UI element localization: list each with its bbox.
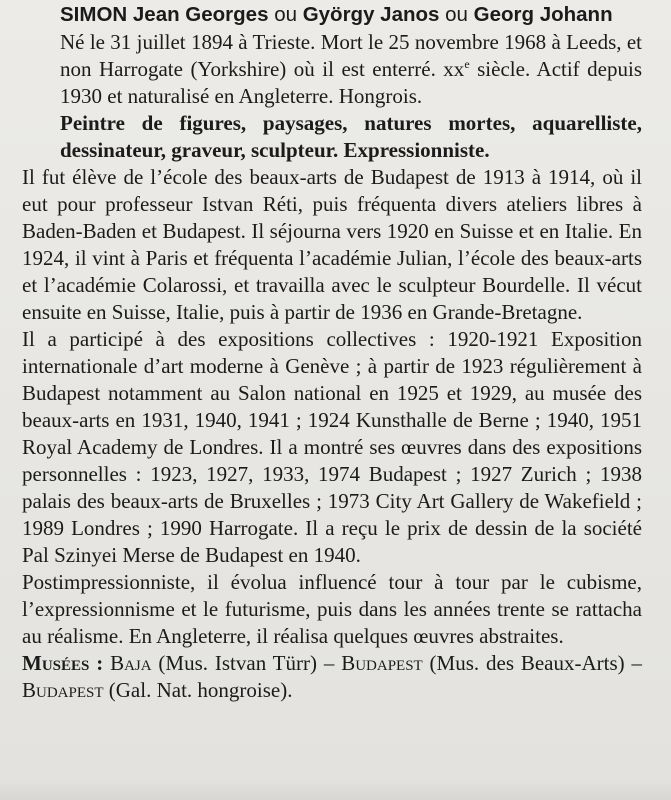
museum-detail: (Gal. Nat. hongroise). <box>103 678 293 702</box>
artist-name-alt: Georg Johann <box>473 3 613 26</box>
or-word: ou <box>274 3 297 26</box>
artist-name: SIMON Jean Georges <box>60 3 269 26</box>
bio-text-after: siècle. Actif depuis 1930 et naturalisé en Angleterre. Hongrois. <box>60 57 642 108</box>
museum-city: Budapest <box>341 651 423 675</box>
museum-detail: (Mus. des Beaux-Arts) – <box>422 651 642 675</box>
museums-label: Musées : <box>22 651 104 675</box>
dictionary-entry <box>22 2 642 704</box>
century-superscript: e <box>464 57 470 71</box>
or-word: ou <box>445 3 468 26</box>
bio-line <box>60 29 642 110</box>
artist-name-alt: György Janos <box>302 3 440 26</box>
museum-city: Baja <box>110 651 152 675</box>
bio-text: Né le 31 juillet 1894 à Trieste. Mort le 25 novembre 1968 à Leeds, et non Harrogate (Yorkshire) où il est enterré. xx <box>60 30 642 81</box>
entry-heading <box>60 2 642 27</box>
biography-paragraph: Il fut élève de l’école des beaux-arts de Budapest de 1913 à 1914, où il eut pour professeur Istvan Réti, puis fréquenta divers ateliers libres à Baden-Baden et Budapest. Il séjourna vers 1920 en Suisse et en Italie. En 1924, il vint à Paris et fréquenta l’académie Julian, l’école des beaux-arts et l’académie Colarossi, et travailla avec le sculpteur Bourdelle. Il vécut ensuite en Suisse, Italie, puis à partir de 1936 en Grande-Bretagne. <box>22 165 642 324</box>
page-edge-shadow <box>0 778 671 800</box>
museum-city: Budapest <box>22 678 104 702</box>
exhibitions-paragraph: Il a participé à des expositions collectives : 1920-1921 Exposition internationale d’art moderne à Genève ; à partir de 1923 régulièrement à Budapest notamment au Salon national en 1925 et 1929, au musée des beaux-arts en 1931, 1940, 1941 ; 1924 Kunsthalle de Berne ; 1940, 1951 Royal Academy de Londres. Il a montré ses œuvres dans des expositions personnelles : 1923, 1927, 1933, 1974 Budapest ; 1927 Zurich ; 1938 palais des beaux-arts de Bruxelles ; 1973 City Art Gallery de Wakefield ; 1989 Londres ; 1990 Harrogate. Il a reçu le prix de dessin de la société Pal Szinyei Merse de Budapest en 1940. <box>22 327 642 567</box>
style-paragraph: Postimpressionniste, il évolua influencé tour à tour par le cubisme, l’expressionnisme et le futurisme, puis dans les années trente se rattacha au réalisme. En Angleterre, il réalisa quelques œuvres abstraites. <box>22 570 642 648</box>
museums-line <box>22 650 642 704</box>
museum-detail: (Mus. Istvan Türr) – <box>151 651 342 675</box>
specialties-line: Peintre de figures, paysages, natures mortes, aquarelliste, dessinateur, graveur, sculpteur. Expressionniste. <box>60 111 642 162</box>
